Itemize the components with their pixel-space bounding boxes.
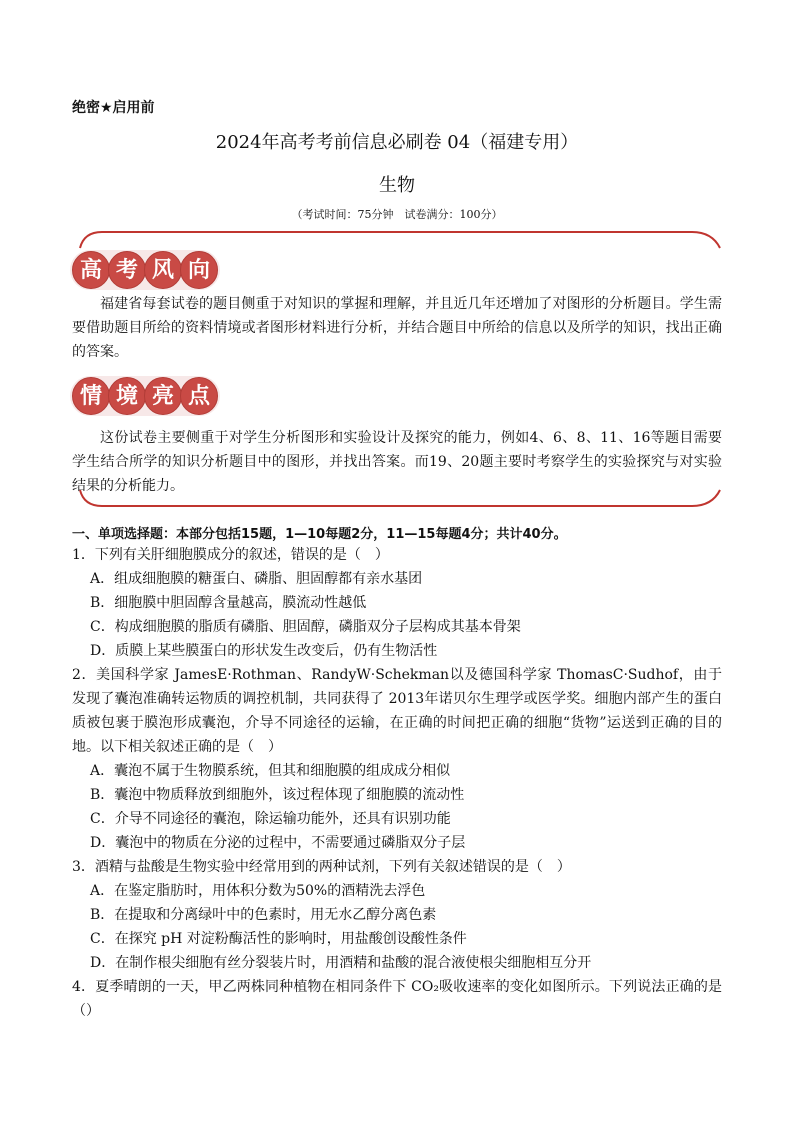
question-option: B．在提取和分离绿叶中的色素时，用无水乙醇分离色素 (90, 907, 437, 923)
badge-char: 亮 (144, 377, 182, 415)
question-option: B．囊泡中物质释放到细胞外，该过程体现了细胞膜的流动性 (90, 787, 465, 803)
exam-meta: （考试时间：75分钟 试卷满分：100分） (291, 208, 503, 221)
badge-char: 向 (180, 251, 218, 289)
badge-char: 点 (180, 377, 218, 415)
badge-char: 情 (72, 377, 110, 415)
question-option: D．质膜上某些膜蛋白的形状发生改变后，仍有生物活性 (90, 643, 438, 659)
question-option: A．在鉴定脂肪时，用体积分数为50%的酒精洗去浮色 (90, 883, 426, 899)
highlight-paragraph: 这份试卷主要侧重于对学生分析图形和实验设计及探究的能力，例如4、6、8、11、16等题目需要学生结合所学的知识分析题目中的图形，并找出答案。而19、20题主要时考察学生的实验探究与对实验结果的分析能力。 (72, 430, 722, 494)
highlight-badge (70, 376, 220, 416)
badge-char: 高 (72, 251, 110, 289)
question-option: A．囊泡不属于生物膜系统，但其和细胞膜的组成成分相似 (90, 763, 451, 779)
exam-subject: 生物 (379, 175, 415, 196)
question-option: A．组成细胞膜的糖蛋白、磷脂、胆固醇都有亲水基团 (90, 571, 423, 587)
trend-badge (70, 250, 220, 290)
badge-char: 境 (108, 377, 146, 415)
question-option: C．构成细胞膜的脂质有磷脂、胆固醇，磷脂双分子层构成其基本骨架 (90, 619, 521, 635)
question-option: B．细胞膜中胆固醇含量越高，膜流动性越低 (90, 595, 367, 611)
badge-char: 风 (144, 251, 182, 289)
badge-char: 考 (108, 251, 146, 289)
trend-paragraph: 福建省每套试卷的题目侧重于对知识的掌握和理解，并且近几年还增加了对图形的分析题目。学生需要借助题目所给的资料情境或者图形材料进行分析，并结合题目中所给的信息以及所学的知识，找出正确的答案。 (72, 296, 722, 360)
exam-title: 2024年高考考前信息必刷卷 04（福建专用） (215, 132, 579, 153)
secret-label: 绝密★启用前 (72, 100, 155, 116)
question-option: D．在制作根尖细胞有丝分裂装片时，用酒精和盐酸的混合液使根尖细胞相互分开 (90, 955, 592, 971)
question-stem: 2．美国科学家 JamesE·Rothman、RandyW·Schekman以及德国科学家 ThomasC·Sudhof，由于发现了囊泡准确转运物质的调控机制，共同获得了 2013年诺贝尔生理学或医学奖。细胞内部产生的蛋白质被包裹于膜泡形成囊泡，介导不同途径的运输，在正确的时间把正确的细胞“货物”运送到正确的目的地。以下相关叙述正确的是（ ） (72, 667, 722, 755)
question-option: C．在探究 pH 对淀粉酶活性的影响时，用盐酸创设酸性条件 (90, 931, 467, 947)
question-stem: 3．酒精与盐酸是生物实验中经常用到的两种试剂，下列有关叙述错误的是（ ） (72, 859, 571, 875)
question-stem: 1．下列有关肝细胞膜成分的叙述，错误的是（ ） (72, 547, 389, 563)
question-option: D．囊泡中的物质在分泌的过程中，不需要通过磷脂双分子层 (90, 835, 466, 851)
section-heading: 一、单项选择题：本部分包括15题，1—10每题2分，11—15每题4分；共计40分。 (72, 527, 567, 542)
question-stem: 4．夏季晴朗的一天，甲乙两株同种植物在相同条件下 CO₂吸收速率的变化如图所示。下列说法正确的是（） (72, 979, 722, 1019)
question-option: C．介导不同途径的囊泡，除运输功能外，还具有识别功能 (90, 811, 451, 827)
